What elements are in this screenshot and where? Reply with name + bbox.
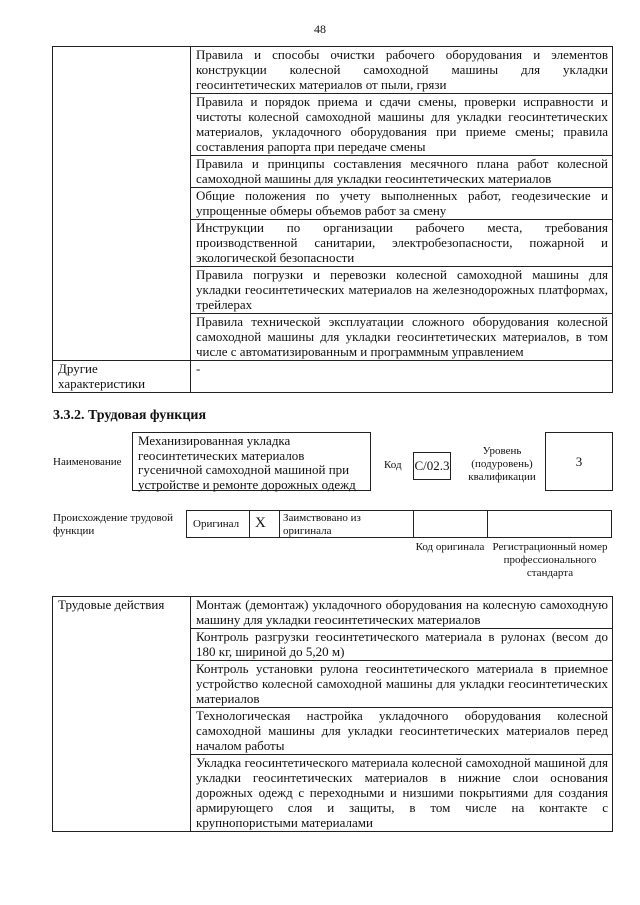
table-left-cell — [53, 47, 191, 361]
table-cell: Монтаж (демонтаж) укладочного оборудования на колесную самоходную машину для укладки геосинтетических материалов — [191, 597, 613, 629]
table-cell: Правила и порядок приема и сдачи смены, проверки исправности и чистоты колесной самоходной машины для укладки геосинтетических материалов, укладочного оборудования при приеме смены; правила составления рапорта при передаче смены — [191, 94, 613, 156]
code-label: Код — [384, 459, 402, 471]
qualification-level: 3 — [545, 432, 613, 491]
section-title: 3.3.2. Трудовая функция — [53, 408, 207, 423]
table-row — [53, 361, 613, 393]
table-cell: Общие положения по учету выполненных работ, геодезические и упрощенные обмеры объемов работ за смену — [191, 188, 613, 220]
table-cell: Инструкции по организации рабочего места, требования производственной санитарии, электробезопасности, пожарной и экологической безопасности — [191, 220, 613, 267]
table-cell: Правила погрузки и перевозки колесной самоходной машины для укладки геосинтетических материалов на железнодорожных платформах, трейлерах — [191, 267, 613, 314]
name-label: Наименование — [53, 456, 122, 468]
function-code: C/02.3 — [413, 452, 451, 480]
other-characteristics-label: Другие характеристики — [53, 361, 191, 393]
table-row — [53, 597, 613, 629]
original-mark: X — [255, 515, 266, 531]
level-label: Уровень (подуровень) квалификации — [468, 445, 536, 483]
other-characteristics-value: - — [191, 361, 613, 393]
labor-actions-table — [52, 596, 613, 832]
knowledge-table — [52, 46, 613, 393]
original-code-cell — [413, 510, 488, 538]
borrowed-label: Заимствовано из оригинала — [283, 512, 361, 537]
function-name: Механизированная укладка геосинтетических материалов гусеничной самоходной машиной при устройстве и ремонте дорожных одежд — [132, 432, 371, 491]
origin-row — [186, 510, 612, 538]
code-caption: Код оригинала — [415, 541, 485, 553]
table-cell: Технологическая настройка укладочного оборудования колесной самоходной машины для укладки геосинтетических материалов перед началом работы — [191, 708, 613, 755]
table-cell: Контроль установки рулона геосинтетического материала в приемное устройство колесной самоходной машины для укладки геосинтетических материалов — [191, 661, 613, 708]
borrowed-cell — [279, 510, 414, 538]
registration-caption: Регистрационный номер профессионального стандарта — [492, 541, 608, 579]
table-cell: Контроль разгрузки геосинтетического материала в рулонах (весом до 180 кг, шириной до 5,20 м) — [191, 629, 613, 661]
table-cell: Укладка геосинтетического материала колесной самоходной машиной для укладки геосинтетических материалов в нижние слои основания дорожных одежд с переходными и низшими покрытиями для создания армирующего слоя и защиты, в том числе на контакте с крупнопористыми материалами — [191, 755, 613, 832]
table-cell: Правила и принципы составления месячного плана работ колесной самоходной машины для укладки геосинтетических материалов — [191, 156, 613, 188]
original-cell — [186, 510, 250, 538]
original-mark-cell — [249, 510, 280, 538]
registration-number-cell — [487, 510, 612, 538]
original-label: Оригинал — [193, 518, 240, 530]
table-cell: Правила и способы очистки рабочего оборудования и элементов конструкции колесной самоходной машины для укладки геосинтетических материалов от пыли, грязи — [191, 47, 613, 94]
table-row — [53, 47, 613, 94]
page-number: 48 — [314, 22, 326, 36]
origin-label: Происхождение трудовой функции — [53, 512, 174, 537]
table-cell: Правила технической эксплуатации сложного оборудования колесной самоходной машины для укладки геосинтетических материалов, в том числе с автоматизированным и программным управлением — [191, 314, 613, 361]
labor-actions-header: Трудовые действия — [53, 597, 191, 832]
